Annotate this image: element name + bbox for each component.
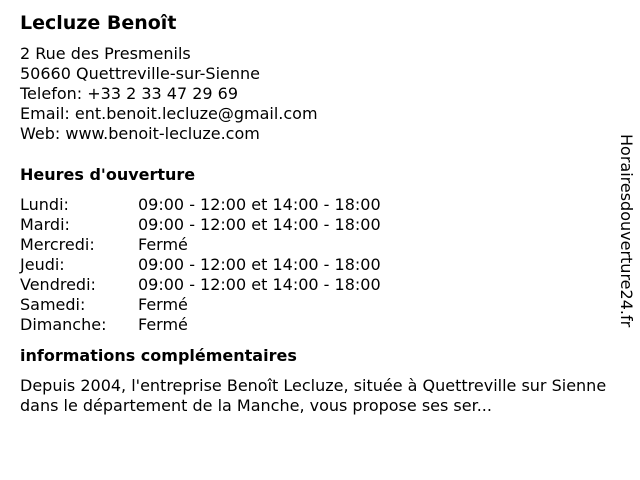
street-address: 2 Rue des Presmenils xyxy=(20,44,191,63)
hours-day: Mercredi: xyxy=(20,235,95,254)
hours-time: Fermé xyxy=(138,295,188,314)
hours-time: Fermé xyxy=(138,235,188,254)
hours-row xyxy=(20,215,616,235)
business-name: Lecluze Benoît xyxy=(20,12,177,34)
hours-day: Dimanche: xyxy=(20,315,107,334)
email-line[interactable]: Email: ent.benoit.lecluze@gmail.com xyxy=(20,104,318,123)
hours-day: Samedi: xyxy=(20,295,86,314)
hours-row xyxy=(20,235,616,255)
phone-line[interactable]: Telefon: +33 2 33 47 29 69 xyxy=(20,84,239,103)
hours-time: 09:00 - 12:00 et 14:00 - 18:00 xyxy=(138,255,381,274)
hours-row xyxy=(20,315,616,335)
info-description: Depuis 2004, l'entreprise Benoît Lecluze, située à Quettreville sur Sienne dans le département de la Manche, vous propose ses ser... xyxy=(20,376,607,415)
hours-row xyxy=(20,275,616,295)
hours-list xyxy=(20,195,616,335)
contact-block xyxy=(20,44,616,144)
hours-row xyxy=(20,195,616,215)
info-heading: informations complémentaires xyxy=(20,346,297,365)
business-card xyxy=(20,10,616,416)
hours-row xyxy=(20,295,616,315)
brand-watermark: Horairesdouverture24.fr xyxy=(617,134,636,328)
hours-day: Jeudi: xyxy=(20,255,65,274)
hours-time: 09:00 - 12:00 et 14:00 - 18:00 xyxy=(138,275,381,294)
hours-time: 09:00 - 12:00 et 14:00 - 18:00 xyxy=(138,195,381,214)
hours-time: Fermé xyxy=(138,315,188,334)
web-line[interactable]: Web: www.benoit-lecluze.com xyxy=(20,124,260,143)
hours-day: Vendredi: xyxy=(20,275,96,294)
hours-heading: Heures d'ouverture xyxy=(20,165,196,184)
hours-day: Lundi: xyxy=(20,195,69,214)
hours-row xyxy=(20,255,616,275)
hours-time: 09:00 - 12:00 et 14:00 - 18:00 xyxy=(138,215,381,234)
hours-day: Mardi: xyxy=(20,215,70,234)
city-address: 50660 Quettreville-sur-Sienne xyxy=(20,64,260,83)
